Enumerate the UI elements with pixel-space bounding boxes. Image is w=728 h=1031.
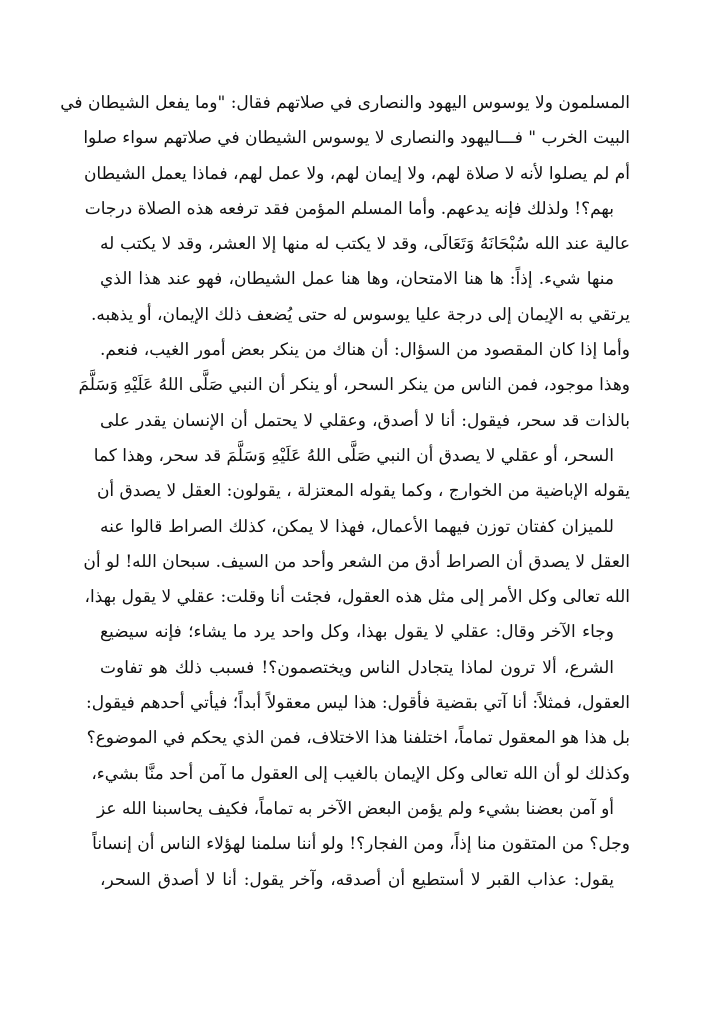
text-line-22: وجل؟ من المتقون منا إذاً، ومن الفجار؟! ولو أننا سلمنا لهؤلاء الناس أن إنساناً [92, 834, 630, 855]
text-line-9: وهذا موجود، فمن الناس من ينكر السحر، أو ينكر أن النبي صَلَّى اللهُ عَلَيْهِ وَسَلَّمَ [78, 375, 630, 396]
text-line-4: بهم؟! ولذلك فإنه يدعهم. وأما المسلم المؤمن فقد ترفعه هذه الصلاة درجات [84, 198, 614, 219]
text-line-19: بل هذا هو المعقول تماماً، اختلفنا هذا الاختلاف، فمن الذي يحكم في الموضوع؟ [86, 728, 630, 749]
text-line-21: أو آمن بعضنا بشيء ولم يؤمن البعض الآخر به تماماً، فكيف يحاسبنا الله عز [97, 798, 614, 819]
text-line-13: للميزان كفتان توزن فيهما الأعمال، فهذا لا يمكن، كذلك الصراط قالوا عنه [100, 516, 614, 537]
text-line-17: الشرع، ألا ترون لماذا يتجادل الناس ويختصمون؟! فسبب ذلك هو تفاوت [100, 657, 614, 678]
text-line-8: وأما إذا كان المقصود من السؤال: أن هناك من ينكر بعض أمور الغيب، فنعم. [100, 340, 630, 361]
text-line-14: العقل لا يصدق أن الصراط أدق من الشعر وأحد من السيف. سبحان الله! لو أن [83, 551, 630, 572]
text-line-10: بالذات قد سحر، فيقول: أنا لا أصدق، وعقلي لا يحتمل أن الإنسان يقدر على [100, 410, 630, 431]
text-line-7: يرتقي به الإيمان إلى درجة عليا يوسوس له حتى يُضعف ذلك الإيمان، أو يذهبه. [91, 304, 630, 325]
text-line-16: وجاء الآخر وقال: عقلي لا يقول بهذا، وكل واحد يرد ما يشاء؛ فإنه سيضيع [100, 622, 614, 643]
text-line-15: الله تعالى وكل الأمر إلى مثل هذه العقول، فجئت أنا وقلت: عقلي لا يقول بهذا، [84, 587, 630, 608]
text-line-12: يقوله الإباضية من الخوارج ، وكما يقوله المعتزلة ، يقولون: العقل لا يصدق أن [96, 481, 630, 502]
text-line-23: يقول: عذاب القبر لا أستطيع أن أصدقه، وآخر يقول: أنا لا أصدق السحر، [100, 869, 614, 890]
text-line-20: وكذلك لو أن الله تعالى وكل الإيمان بالغيب إلى العقول ما آمن أحد منَّا بشيء، [91, 763, 630, 784]
text-line-18: العقول، فمثلاً: أنا آتي بقضية فأقول: هذا ليس معقولاً أبداً؛ فيأتي أحدهم فيقول: [86, 693, 630, 714]
text-line-3: أم لم يصلوا لأنه لا صلاة لهم، ولا إيمان لهم، ولا عمل لهم، فماذا يعمل الشيطان [83, 163, 630, 184]
text-line-5: عالية عند الله سُبْحَانَهُ وَتَعَالَى، وقد لا يكتب له منها إلا العشر، وقد لا يكتب له [100, 234, 630, 255]
text-line-1: المسلمون ولا يوسوس اليهود والنصارى في صلاتهم فقال: "وما يفعل الشيطان في [60, 93, 630, 113]
text-line-2: البيت الخرب " فـــاليهود والنصارى لا يوسوس الشيطان في صلاتهم سواء صلوا [83, 128, 630, 149]
body-text [60, 86, 630, 898]
text-line-6: منها شيء. إذاً: ها هنا الامتحان، وها هنا عمل الشيطان، فهو عند هذا الذي [100, 269, 614, 290]
text-line-11: السحر، أو عقلي لا يصدق أن النبي صَلَّى اللهُ عَلَيْهِ وَسَلَّمَ قد سحر، وهذا كما [93, 445, 614, 466]
